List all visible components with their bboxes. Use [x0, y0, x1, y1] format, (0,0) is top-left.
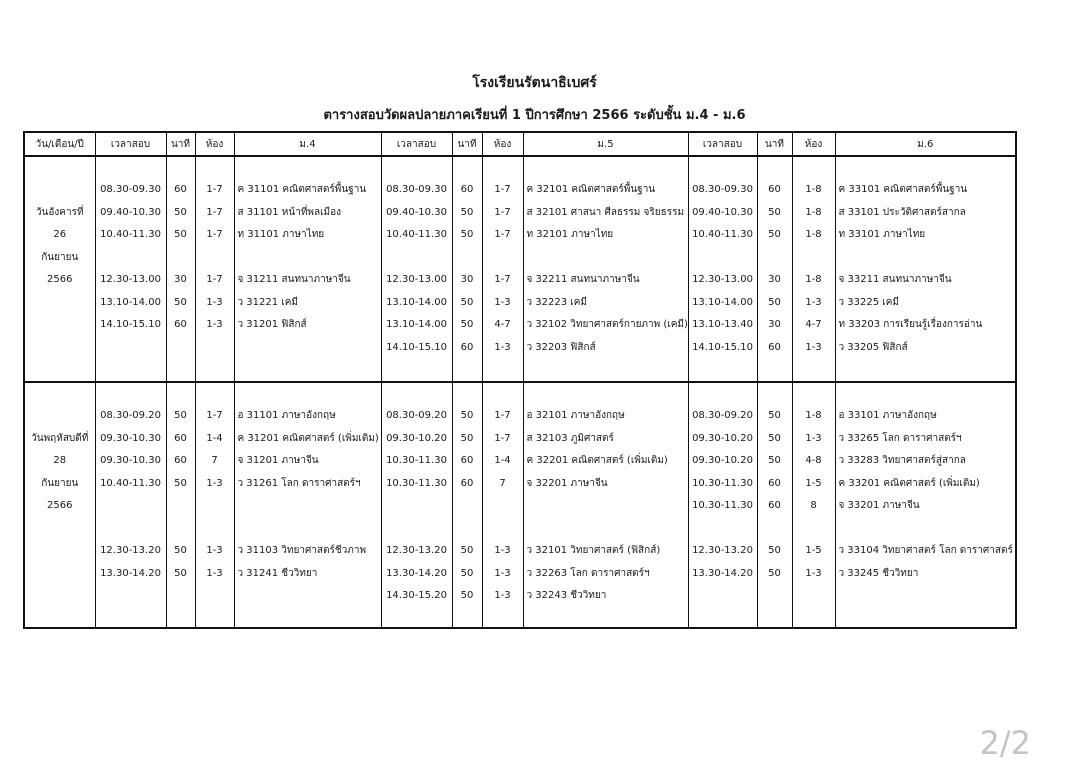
exam-schedule-table: [23, 131, 1017, 629]
cell-line: 13.30-14.20: [386, 567, 447, 579]
m4-minutes-cell: [166, 156, 195, 382]
cell-line: จ 33211 สนทนาภาษาจีน: [838, 274, 952, 285]
cell-line: ค 33201 คณิตศาสตร์ (เพิ่มเติม): [838, 477, 980, 489]
cell-line: 26: [53, 229, 67, 240]
date-cell: [24, 382, 95, 628]
cell-line: 10.30-11.30: [692, 477, 753, 489]
cell-line: 09.30-10.20: [386, 432, 447, 444]
col-header-m4-minutes: นาที: [166, 132, 195, 156]
cell-line: 1-3: [206, 296, 223, 308]
m5-minutes-cell: [452, 156, 482, 382]
cell-line: 50: [460, 206, 474, 218]
cell-line: 60: [174, 184, 187, 195]
m5-room-cell: [482, 382, 523, 628]
m5-minutes-cell: [452, 382, 482, 628]
cell-line: ท 33101 ภาษาไทย: [838, 229, 926, 240]
cell-line: [382, 247, 452, 270]
m6-time-cell: [688, 382, 757, 628]
cell-line: 50: [460, 432, 474, 444]
cell-line: 1-8: [805, 410, 822, 421]
cell-line: จ 32211 สนทนาภาษาจีน: [526, 274, 640, 285]
cell-line: 50: [174, 410, 187, 421]
cell-line: 09.30-10.20: [692, 432, 753, 444]
cell-line: [167, 247, 195, 270]
cell-line: 10.40-11.30: [100, 229, 161, 240]
cell-line: 12.30-13.00: [386, 274, 447, 285]
cell-line: 10.30-11.30: [692, 500, 753, 511]
cell-line: 10.40-11.30: [692, 229, 753, 240]
cell-line: 1-3: [494, 567, 511, 579]
cell-line: [382, 518, 452, 541]
cell-line: ว 32243 ชีววิทยา: [526, 590, 607, 601]
cell-line: วันอังคารที่: [35, 206, 84, 218]
cell-line: 09.40-10.30: [386, 206, 447, 218]
cell-line: [235, 495, 381, 518]
cell-line: 09.40-10.30: [100, 206, 161, 218]
cell-line: 1-3: [805, 296, 822, 308]
col-header-m6-minutes: นาที: [757, 132, 792, 156]
cell-line: 1-7: [494, 229, 511, 240]
cell-line: [758, 518, 792, 541]
col-header-m4-time: เวลาสอบ: [95, 132, 166, 156]
cell-line: ว 33104 วิทยาศาสตร์ โลก ดาราศาสตร์: [838, 545, 1013, 556]
cell-line: 08.30-09.20: [386, 410, 447, 421]
cell-line: 1-3: [494, 590, 511, 601]
cell-line: 1-3: [206, 477, 223, 489]
cell-line: 1-7: [206, 184, 223, 195]
page-indicator: 2/2: [979, 724, 1031, 762]
cell-line: อ 32101 ภาษาอังกฤษ: [526, 410, 625, 421]
cell-line: 1-8: [805, 184, 822, 195]
cell-line: [836, 518, 1016, 541]
cell-line: 28: [53, 455, 67, 466]
cell-line: [235, 518, 381, 541]
cell-line: 12.30-13.20: [386, 545, 447, 556]
cell-line: [758, 247, 792, 270]
col-header-m5-room: ห้อง: [482, 132, 523, 156]
cell-line: 50: [768, 410, 781, 421]
cell-line: 50: [768, 545, 781, 556]
cell-line: 13.10-14.00: [386, 319, 447, 330]
cell-line: 09.30-10.30: [100, 432, 161, 444]
cell-line: ส 32101 ศาสนา ศีลธรรม จริยธรรม: [526, 206, 685, 218]
cell-line: 50: [768, 455, 781, 466]
cell-line: 50: [460, 590, 474, 601]
m5-subject-cell: [523, 156, 688, 382]
cell-line: 13.30-14.20: [692, 567, 753, 579]
cell-line: 08.30-09.20: [692, 410, 753, 421]
cell-line: จ 32201 ภาษาจีน: [526, 477, 608, 489]
cell-line: ค 32201 คณิตศาสตร์ (เพิ่มเติม): [526, 455, 668, 466]
cell-line: ค 31101 คณิตศาสตร์พื้นฐาน: [237, 184, 367, 195]
cell-line: 60: [460, 477, 474, 489]
cell-line: [483, 518, 523, 541]
cell-line: 1-5: [805, 477, 822, 489]
cell-line: 2566: [47, 500, 73, 511]
cell-line: 1-3: [805, 341, 822, 353]
cell-line: ว 33225 เคมี: [838, 296, 899, 308]
m4-room-cell: [195, 382, 234, 628]
cell-line: ส 33101 ประวัติศาสตร์สากล: [838, 206, 966, 218]
cell-line: 4-7: [805, 319, 822, 330]
cell-line: 12.30-13.20: [100, 545, 161, 556]
cell-line: 14.10-15.10: [386, 341, 447, 353]
col-header-m4-subject: ม.4: [234, 132, 381, 156]
cell-line: ค 33101 คณิตศาสตร์พื้นฐาน: [838, 184, 968, 195]
cell-line: 60: [174, 319, 187, 330]
cell-line: 1-8: [805, 229, 822, 240]
cell-line: 14.10-15.10: [692, 341, 753, 353]
cell-line: [483, 495, 523, 518]
cell-line: 50: [460, 567, 474, 579]
cell-line: [196, 247, 234, 270]
cell-line: ว 33205 ฟิสิกส์: [838, 341, 908, 353]
cell-line: ว 32223 เคมี: [526, 296, 587, 308]
cell-line: 08.30-09.20: [100, 410, 161, 421]
exam-schedule-title: ตารางสอบวัดผลปลายภาคเรียนที่ 1 ปีการศึกษา 2566 ระดับชั้น ม.4 - ม.6: [323, 108, 746, 123]
cell-line: 50: [460, 410, 474, 421]
cell-line: 1-3: [494, 341, 511, 353]
cell-line: 60: [460, 455, 474, 466]
cell-line: 10.30-11.30: [386, 455, 447, 466]
m4-room-cell: [195, 156, 234, 382]
cell-line: 13.10-14.00: [386, 296, 447, 308]
cell-line: 1-7: [206, 410, 223, 421]
cell-line: ท 33203 การเรียนรู้เรื่องการอ่าน: [838, 319, 983, 330]
cell-line: [453, 495, 482, 518]
cell-line: 1-8: [805, 274, 822, 285]
cell-line: 30: [768, 319, 781, 330]
cell-line: จ 33201 ภาษาจีน: [838, 500, 920, 511]
cell-line: 60: [460, 341, 474, 353]
cell-line: 50: [460, 229, 474, 240]
cell-line: 1-7: [206, 274, 223, 285]
cell-line: ค 31201 คณิตศาสตร์ (เพิ่มเติม): [237, 432, 379, 444]
cell-line: 1-8: [805, 206, 822, 218]
cell-line: [196, 495, 234, 518]
cell-line: 50: [174, 477, 187, 489]
cell-line: ว 32263 โลก ดาราศาสตร์ฯ: [526, 567, 650, 579]
cell-line: 10.40-11.30: [386, 229, 447, 240]
cell-line: ว 32101 วิทยาศาสตร์ (ฟิสิกส์): [526, 545, 661, 556]
cell-line: ว 31103 วิทยาศาสตร์ชีวภาพ: [237, 545, 367, 556]
cell-line: 09.40-10.30: [692, 206, 753, 218]
m6-time-cell: [688, 156, 757, 382]
cell-line: ว 31201 ฟิสิกส์: [237, 319, 307, 330]
cell-line: 50: [768, 567, 781, 579]
cell-line: 09.30-10.20: [692, 455, 753, 466]
cell-line: [453, 518, 482, 541]
m5-time-cell: [381, 156, 452, 382]
cell-line: 7: [211, 455, 218, 466]
m5-subject-cell: [523, 382, 688, 628]
cell-line: 08.30-09.30: [692, 184, 753, 195]
cell-line: [25, 405, 95, 428]
cell-line: [524, 495, 688, 518]
cell-line: 50: [174, 229, 187, 240]
cell-line: 1-3: [206, 567, 223, 579]
cell-line: [836, 247, 1016, 270]
cell-line: [483, 247, 523, 270]
cell-line: 60: [768, 184, 781, 195]
m4-subject-cell: [234, 382, 381, 628]
cell-line: 1-7: [494, 432, 511, 444]
cell-line: 1-3: [206, 319, 223, 330]
cell-line: [382, 495, 452, 518]
cell-line: 50: [174, 296, 187, 308]
cell-line: 50: [460, 319, 474, 330]
cell-line: [96, 495, 166, 518]
cell-line: 1-7: [494, 184, 511, 195]
cell-line: ว 31221 เคมี: [237, 296, 298, 308]
cell-line: [167, 495, 195, 518]
m6-room-cell: [792, 382, 835, 628]
cell-line: [689, 518, 757, 541]
cell-line: [25, 179, 95, 202]
cell-line: 09.30-10.30: [100, 455, 161, 466]
cell-line: ว 33245 ชีววิทยา: [838, 567, 919, 579]
cell-line: 1-7: [494, 274, 511, 285]
cell-line: [524, 247, 688, 270]
m5-room-cell: [482, 156, 523, 382]
cell-line: ว 33265 โลก ดาราศาสตร์ฯ: [838, 432, 962, 444]
cell-line: 08.30-09.30: [386, 184, 447, 195]
cell-line: 1-7: [494, 206, 511, 218]
cell-line: 4-7: [494, 319, 511, 330]
cell-line: 1-4: [206, 432, 223, 444]
col-header-m5-minutes: นาที: [452, 132, 482, 156]
cell-line: 1-7: [206, 206, 223, 218]
cell-line: [453, 247, 482, 270]
date-cell: [24, 156, 95, 382]
cell-line: 1-7: [494, 410, 511, 421]
cell-line: ท 32101 ภาษาไทย: [526, 229, 614, 240]
cell-line: 14.10-15.10: [100, 319, 161, 330]
cell-line: จ 31211 สนทนาภาษาจีน: [237, 274, 351, 285]
cell-line: 1-3: [805, 432, 822, 444]
cell-line: 4-8: [805, 455, 822, 466]
cell-line: 30: [174, 274, 187, 285]
cell-line: 30: [460, 274, 474, 285]
m6-minutes-cell: [757, 156, 792, 382]
cell-line: 13.10-14.00: [692, 296, 753, 308]
cell-line: 08.30-09.30: [100, 184, 161, 195]
cell-line: ว 33283 วิทยาศาสตร์สู่สากล: [838, 455, 966, 466]
cell-line: 50: [460, 545, 474, 556]
m4-subject-cell: [234, 156, 381, 382]
cell-line: กันยายน: [41, 251, 79, 263]
cell-line: ส 31101 หน้าที่พลเมือง: [237, 206, 342, 218]
school-name: โรงเรียนรัตนาธิเบศร์: [472, 75, 597, 91]
cell-line: วันพฤหัสบดีที่: [31, 432, 89, 444]
exam-day-block-thursday: [24, 382, 1016, 628]
col-header-m5-time: เวลาสอบ: [381, 132, 452, 156]
cell-line: 12.30-13.00: [100, 274, 161, 285]
cell-line: 50: [174, 567, 187, 579]
cell-line: 60: [768, 500, 781, 511]
cell-line: [793, 247, 835, 270]
cell-line: 1-5: [805, 545, 822, 556]
cell-line: อ 31101 ภาษาอังกฤษ: [237, 410, 336, 421]
cell-line: ว 31261 โลก ดาราศาสตร์ฯ: [237, 477, 361, 489]
cell-line: 50: [768, 296, 781, 308]
cell-line: 7: [499, 477, 506, 489]
cell-line: กันยายน: [41, 477, 79, 489]
cell-line: 50: [768, 206, 781, 218]
m6-minutes-cell: [757, 382, 792, 628]
cell-line: อ 33101 ภาษาอังกฤษ: [838, 410, 937, 421]
cell-line: 13.30-14.20: [100, 567, 161, 579]
cell-line: 30: [768, 274, 781, 285]
col-header-m6-room: ห้อง: [792, 132, 835, 156]
cell-line: 60: [174, 455, 187, 466]
header-row: [24, 132, 1016, 156]
cell-line: 1-3: [494, 545, 511, 556]
m6-subject-cell: [835, 382, 1016, 628]
cell-line: ส 32103 ภูมิศาสตร์: [526, 432, 614, 444]
exam-day-block-tuesday: [24, 156, 1016, 382]
cell-line: จ 31201 ภาษาจีน: [237, 455, 319, 466]
cell-line: 13.10-14.00: [100, 296, 161, 308]
m4-time-cell: [95, 156, 166, 382]
col-header-m5-subject: ม.5: [523, 132, 688, 156]
cell-line: [235, 247, 381, 270]
cell-line: 60: [174, 432, 187, 444]
cell-line: 10.40-11.30: [100, 477, 161, 489]
cell-line: 12.30-13.00: [692, 274, 753, 285]
cell-line: ค 32101 คณิตศาสตร์พื้นฐาน: [526, 184, 656, 195]
cell-line: 1-3: [805, 567, 822, 579]
cell-line: 50: [768, 229, 781, 240]
cell-line: [96, 518, 166, 541]
cell-line: 1-3: [494, 296, 511, 308]
cell-line: 60: [768, 477, 781, 489]
cell-line: ว 31241 ชีววิทยา: [237, 567, 318, 579]
cell-line: [196, 518, 234, 541]
m6-room-cell: [792, 156, 835, 382]
cell-line: ว 32203 ฟิสิกส์: [526, 341, 596, 353]
cell-line: 1-4: [494, 455, 511, 466]
cell-line: 60: [460, 184, 474, 195]
col-header-m4-room: ห้อง: [195, 132, 234, 156]
cell-line: ว 32102 วิทยาศาสตร์กายภาพ (เคมี): [526, 319, 688, 330]
cell-line: 50: [768, 432, 781, 444]
cell-line: 14.30-15.20: [386, 590, 447, 601]
m6-subject-cell: [835, 156, 1016, 382]
cell-line: 12.30-13.20: [692, 545, 753, 556]
col-header-m6-time: เวลาสอบ: [688, 132, 757, 156]
cell-line: 1-3: [206, 545, 223, 556]
m5-time-cell: [381, 382, 452, 628]
col-header-m6-subject: ม.6: [835, 132, 1016, 156]
cell-line: 50: [174, 206, 187, 218]
m4-minutes-cell: [166, 382, 195, 628]
cell-line: [689, 247, 757, 270]
cell-line: [524, 518, 688, 541]
cell-line: 13.10-13.40: [692, 319, 753, 330]
cell-line: 1-7: [206, 229, 223, 240]
cell-line: [96, 247, 166, 270]
m4-time-cell: [95, 382, 166, 628]
cell-line: 2566: [47, 274, 73, 285]
cell-line: 50: [174, 545, 187, 556]
cell-line: 10.30-11.30: [386, 477, 447, 489]
cell-line: [793, 518, 835, 541]
cell-line: 8: [810, 500, 817, 511]
cell-line: 50: [460, 296, 474, 308]
col-header-date: วัน/เดือน/ปี: [24, 132, 95, 156]
cell-line: 60: [768, 341, 781, 353]
cell-line: ท 31101 ภาษาไทย: [237, 229, 325, 240]
cell-line: [167, 518, 195, 541]
